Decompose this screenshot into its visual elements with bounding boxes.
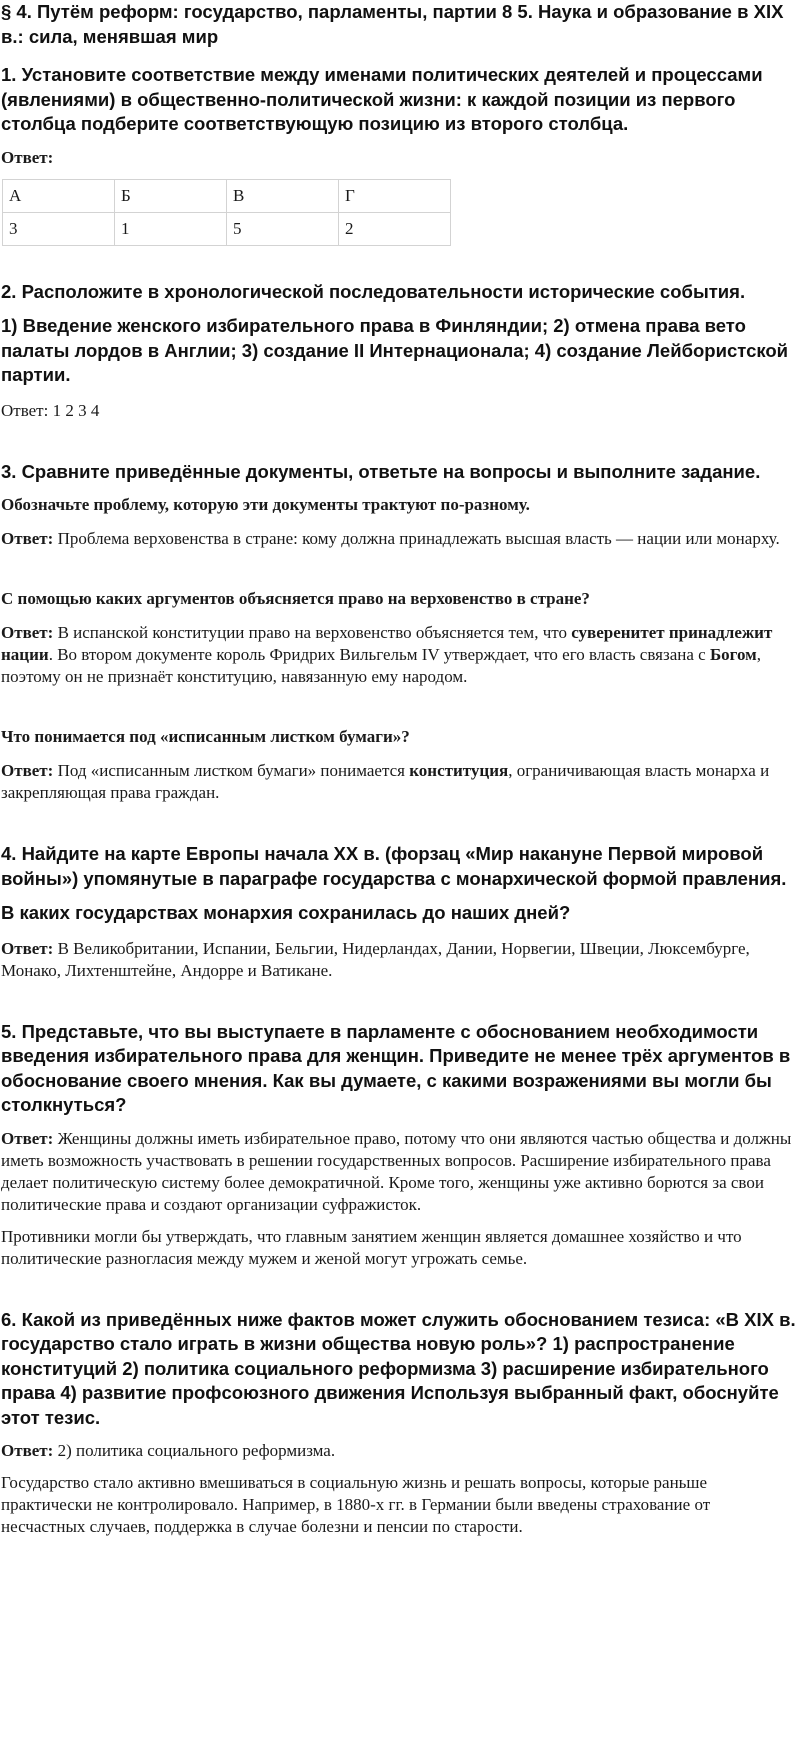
- answer-text: , ограничивающая власть монарха и закрепляющая права граждан.: [1, 761, 770, 802]
- page-title: § 4. Путём реформ: государство, парламенты, партии 8 5. Наука и образование в XIX в.: сила, менявшая мир: [1, 1, 784, 47]
- table-cell: 5: [227, 212, 339, 245]
- answer-6-para-2: Государство стало активно вмешиваться в социальную жизнь и решать вопросы, которые раньше практически не контролировало. Например, в 1880-х гг. в Германии были введены страхование от несчастных случаев, поддержка в случае болезни и пенсии по старости.: [1, 1473, 711, 1536]
- table-header-cell: В: [227, 179, 339, 212]
- spacer: [1, 560, 798, 588]
- answer-text: В Великобритании, Испании, Бельгии, Нидерландах, Дании, Норвегии, Швеции, Люксембурге, Монако, Лихтенштейне, Андорре и Ватикане.: [1, 938, 750, 980]
- question-4-sub: В каких государствах монархия сохранилась до наших дней?: [1, 902, 571, 923]
- answer-label: Ответ:: [1, 623, 54, 642]
- table-header-cell: Б: [115, 179, 227, 212]
- answer-label: Ответ:: [1, 1128, 54, 1148]
- question-3: 3. Сравните приведённые документы, ответьте на вопросы и выполните задание.: [1, 460, 761, 482]
- answer-emphasis: Богом: [709, 645, 757, 664]
- answer-4: [1, 938, 798, 982]
- answer-emphasis: суверенитет принадлежит нации: [1, 623, 773, 664]
- answer-text: . Во втором документе король Фридрих Вильгельм IV утверждает, что его власть связана с: [48, 645, 710, 664]
- answer-label: Ответ:: [1, 147, 54, 167]
- answer-text: В испанской конституции право на верховенство объясняется тем, что: [53, 623, 572, 642]
- table-header-row: [3, 179, 451, 212]
- answer-text: Женщины должны иметь избирательное право, потому что они являются частью общества и должны иметь возможность участвовать в решении государственных вопросов. Расширение избирательного права делает политическую систему более демократичной. Кроме того, женщины уже активно борются за свои политические права и создают организации суфражисток.: [1, 1128, 792, 1214]
- answer-text: , поэтому он не признаёт конституцию, навязанную ему народом.: [1, 645, 761, 686]
- question-5: 5. Представьте, что вы выступаете в парламенте с обоснованием необходимости введения избирательного права для женщин. Приведите не менее трёх аргументов в обоснование своего мнения. Как вы думаете, с какими возражениями вы могли бы столкнуться?: [1, 1020, 791, 1115]
- answer-6: [1, 1440, 798, 1462]
- table-header-cell: Г: [339, 179, 451, 212]
- answer-text: Под «исписанным листком бумаги» понимается: [53, 761, 410, 780]
- answer-label: Ответ:: [1, 529, 54, 548]
- table-cell: 2: [339, 212, 451, 245]
- answer-3-1: [1, 528, 798, 550]
- answer-5: [1, 1128, 798, 1216]
- spacer: [1, 698, 798, 726]
- answer-table: [2, 179, 451, 246]
- question-4: 4. Найдите на карте Европы начала XX в. (форзац «Мир накануне Первой мировой войны») упомянутые в параграфе государства с монархической формой правления.: [1, 843, 787, 889]
- spacer: [1, 992, 798, 1020]
- question-2-events: 1) Введение женского избирательного права в Финляндии; 2) отмена права вето палаты лордов в Англии; 3) создание II Интернационала; 4) создание Лейбористской партии.: [1, 315, 789, 385]
- question-3-sub-3: Что понимается под «исписанным листком бумаги»?: [1, 727, 410, 746]
- spacer: [1, 246, 798, 280]
- answer-label: Ответ:: [1, 938, 54, 958]
- question-3-sub-2: С помощью каких аргументов объясняется право на верховенство в стране?: [1, 589, 590, 608]
- table-cell: 1: [115, 212, 227, 245]
- answer-text: 2) политика социального реформизма.: [53, 1441, 336, 1460]
- answer-emphasis: конституция: [409, 761, 509, 780]
- answer-2: Ответ: 1 2 3 4: [1, 400, 100, 420]
- table-cell: 3: [3, 212, 115, 245]
- question-1: 1. Установите соответствие между именами политических деятелей и процессами (явлениями) в общественно-политической жизни: к каждой позиции из первого столбца подберите соответствующую позицию из второго столбца.: [1, 64, 763, 134]
- table-row: [3, 212, 451, 245]
- answer-text: Проблема верховенства в стране: кому должна принадлежать высшая власть — нации или монарху.: [53, 529, 780, 548]
- answer-3-3: [1, 760, 798, 804]
- spacer: [1, 814, 798, 842]
- spacer: [1, 432, 798, 460]
- question-3-sub-1: Обозначьте проблему, которую эти документы трактуют по-разному.: [1, 495, 530, 514]
- answer-label: Ответ:: [1, 1441, 54, 1460]
- table-header-cell: А: [3, 179, 115, 212]
- question-6: 6. Какой из приведённых ниже фактов может служить обоснованием тезиса: «В XIX в. государство стало играть в жизни общества новую роль»? 1) распространение конституций 2) политика социального реформизма 3) расширение избирательного права 4) развитие профсоюзного движения Используя выбранный факт, обоснуйте этот тезис.: [1, 1308, 796, 1428]
- answer-label: Ответ:: [1, 761, 54, 780]
- spacer: [1, 1280, 798, 1308]
- answer-5-para-2: Противники могли бы утверждать, что главным занятием женщин является домашнее хозяйство и что политические разногласия между мужем и женой могут угрожать семье.: [1, 1226, 742, 1268]
- question-2: 2. Расположите в хронологической последовательности исторические события.: [1, 280, 746, 302]
- answer-3-2: [1, 622, 798, 688]
